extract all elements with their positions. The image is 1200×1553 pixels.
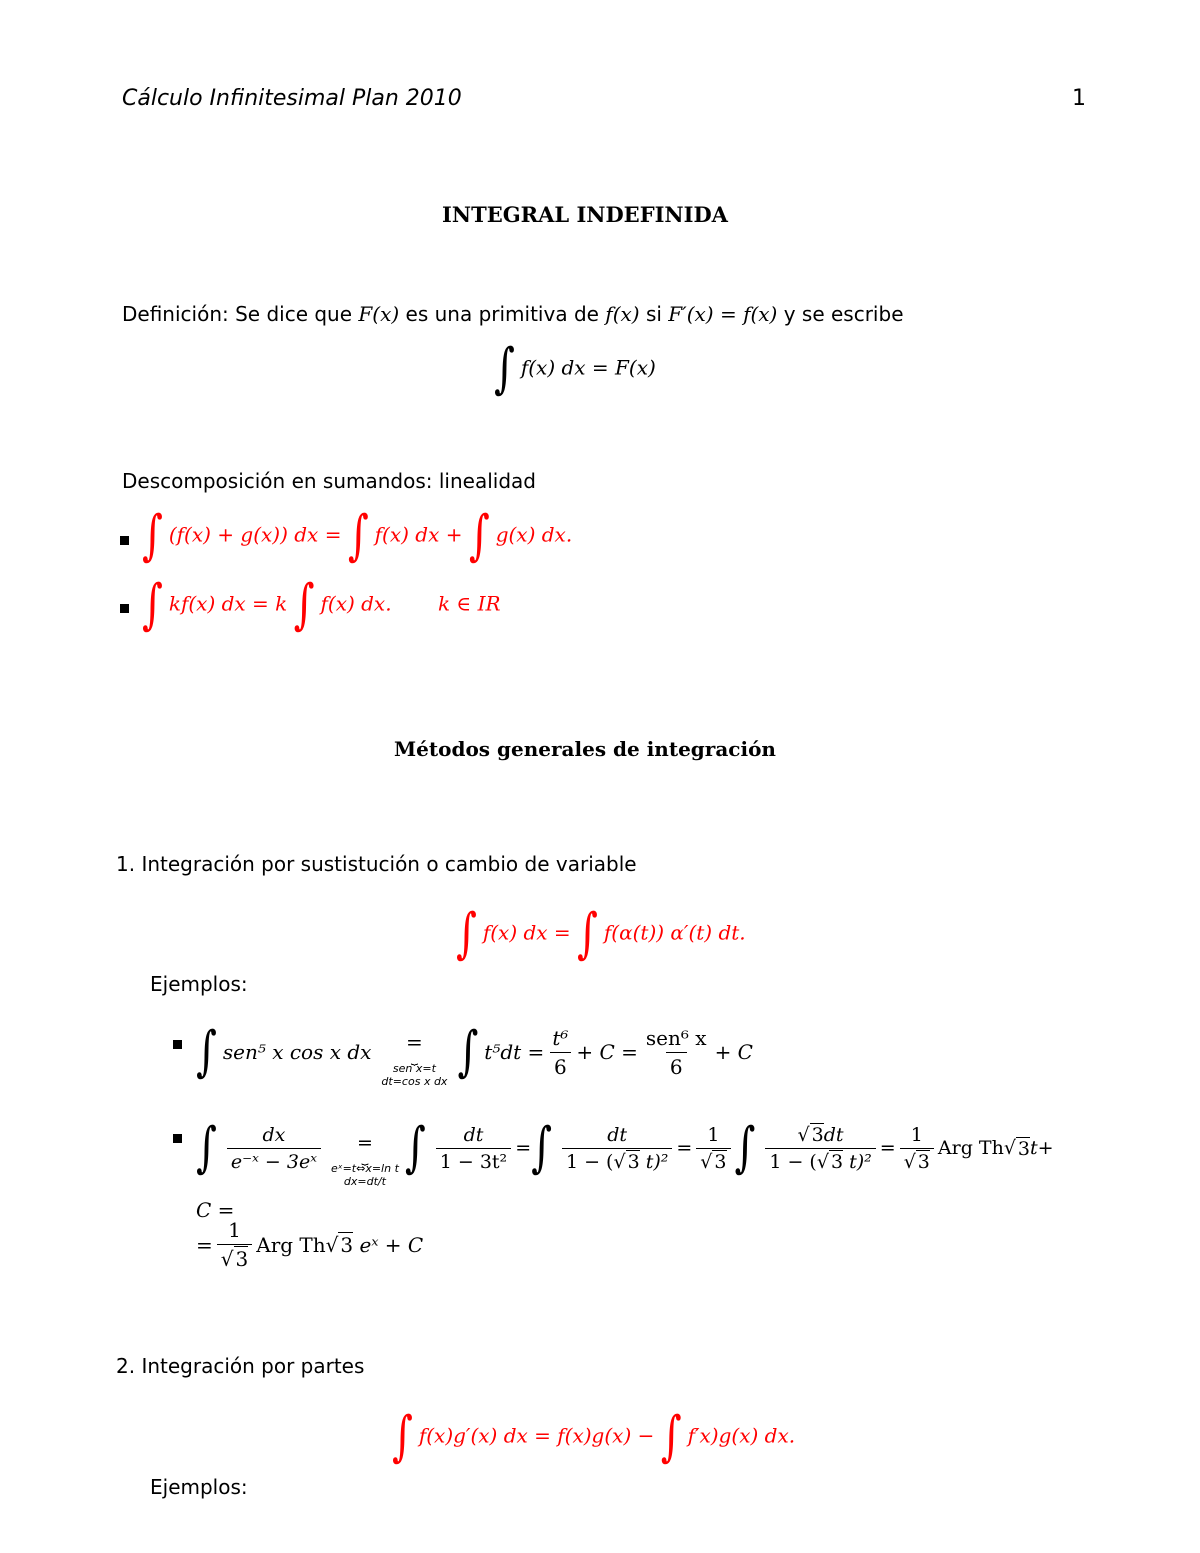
integral-sign-icon: ∫ [392, 1405, 413, 1469]
integral-sign-icon: ∫ [577, 902, 598, 966]
running-header: Cálculo Infinitesimal Plan 2010 [122, 86, 462, 111]
fraction: $\frac{dx}{\text{e⁻ˣ − 3eˣ}}$ [227, 1124, 321, 1173]
example-2-result: = $\frac{1}{√ 3}$ Arg Th √ 3 eˣ + C [196, 1218, 424, 1271]
method-1-label: 1. Integración por sustistución o cambio de variable [116, 852, 637, 876]
fraction: $\frac{\text{sen⁶ x}}{6}$ [645, 1025, 707, 1079]
integral-sign-icon: ∫ [468, 504, 490, 568]
linearity-rule-sum: ∫ (f(x) + g(x)) dx = ∫ f(x) dx + ∫ g(x) dx. [142, 504, 573, 568]
integral-sign-icon: ∫ [660, 1405, 682, 1469]
integral-sign-icon: ∫ [196, 1116, 217, 1180]
integral-sign-icon: ∫ [142, 504, 163, 568]
integral-sign-icon: ∫ [457, 1020, 479, 1084]
examples-label: Ejemplos: [150, 972, 248, 996]
fraction: $\frac{dt}{\text{1 − 3t²}}$ [436, 1124, 511, 1173]
bullet-icon [173, 1134, 182, 1143]
example-2-continuation: C = [196, 1198, 235, 1222]
integral-sign-icon: ∫ [142, 573, 163, 637]
examples-label: Ejemplos: [150, 1475, 248, 1499]
fraction: $\frac{1}{√ 3}$ [696, 1124, 730, 1173]
page-number: 1 [1072, 86, 1086, 111]
definition-formula: ∫ f(x) dx = F(x) [494, 337, 656, 401]
fraction: $\frac{\text{t⁶}}{6}$ [548, 1026, 572, 1079]
underbrace-icon: ⏟ [410, 1051, 419, 1065]
fraction: $\frac{√ 3dt}{\text{1 − (√ 3 t)²}}$ [765, 1124, 875, 1173]
substitution-note: = ⏟ sen x=t dt=cos x dx [381, 1030, 448, 1088]
method-1-formula: ∫ f(x) dx = ∫ f(α(t)) α′(t) dt. [456, 902, 746, 966]
example-1: ∫ sen⁵ x cos x dx = ⏟ sen x=t dt=cos x dx ∫ t⁵dt = $\frac{\text{t⁶}}{6}$ + C = $\frac{\text{sen⁶ x}}{6}$ + C [196, 1020, 753, 1088]
integral-sign-icon: ∫ [734, 1116, 756, 1180]
method-2-formula: ∫ f(x)g′(x) dx = f(x)g(x) − ∫ f′x)g(x) dx. [392, 1405, 796, 1469]
fraction: $\frac{dt}{\text{1 − (√ 3 t)²}}$ [562, 1124, 672, 1173]
example-2: ∫ $\frac{dx}{\text{e⁻ˣ − 3eˣ}}$ = ⏟ eˣ=t⇔x=ln t dx=dt/t ∫ $\frac{dt}{\text{1 − 3t²}}$ = ∫ $\frac{dt}{\text{1 − (√ 3 t)²}}$ = $\frac{1}{√ 3}$ ∫ $\frac{√ 3dt}{\text{1 − (√ 3 t)²}}$ = $\frac{1}{√ 3}$ Arg Th √ 3 t+ [196, 1116, 1054, 1188]
integral-sign-icon: ∫ [293, 573, 315, 637]
method-2-label: 2. Integración por partes [116, 1354, 365, 1378]
integral-sign-icon: ∫ [456, 902, 477, 966]
section-title: Métodos generales de integración [394, 737, 776, 761]
integral-sign-icon: ∫ [531, 1116, 552, 1180]
substitution-note: = ⏟ eˣ=t⇔x=ln t dx=dt/t [330, 1132, 399, 1188]
page-title: INTEGRAL INDEFINIDA [442, 202, 728, 227]
fraction: $\frac{1}{√ 3}$ [217, 1218, 252, 1271]
fraction: $\frac{1}{√ 3}$ [900, 1124, 934, 1173]
underbrace-icon: ⏟ [361, 1151, 369, 1165]
linearity-heading: Descomposición en sumandos: linealidad [122, 469, 536, 493]
integral-sign-icon: ∫ [404, 1116, 426, 1180]
bullet-icon [120, 604, 129, 613]
integral-sign-icon: ∫ [196, 1020, 217, 1084]
linearity-rule-scalar: ∫ kf(x) dx = k ∫ f(x) dx. k ∈ IR [142, 573, 501, 637]
integral-sign-icon: ∫ [347, 504, 369, 568]
definition-paragraph: Definición: Se dice que F(x) es una primitiva de f(x) si F′(x) = f(x) y se escribe [122, 302, 904, 326]
integral-sign-icon: ∫ [494, 337, 515, 401]
bullet-icon [173, 1040, 182, 1049]
bullet-icon [120, 536, 129, 545]
